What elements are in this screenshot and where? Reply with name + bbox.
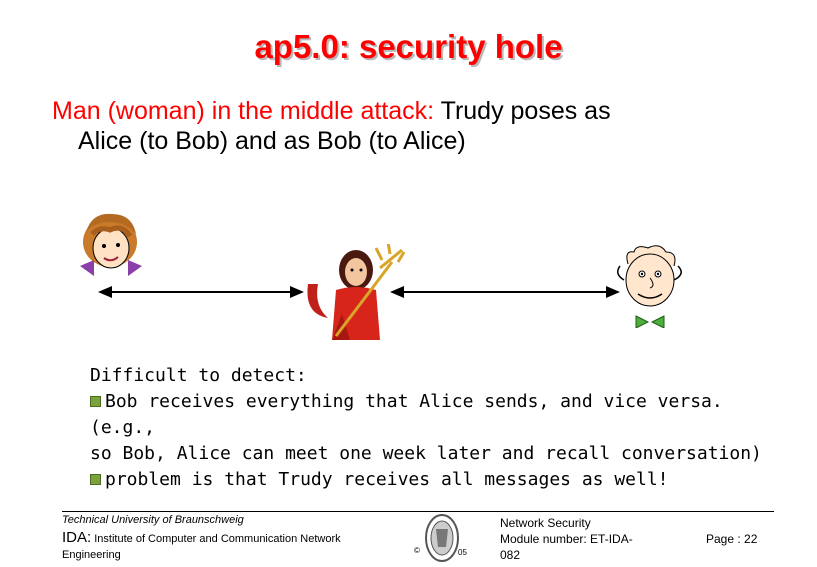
slide-title: ap5.0: security hole: [254, 28, 563, 65]
footer-course: Network Security Module number: ET-IDA- 082: [500, 516, 633, 562]
intro-highlight: Man (woman) in the middle attack:: [52, 97, 435, 125]
note-heading: Difficult to detect:: [90, 365, 307, 386]
footer-ida: IDA: Institute of Computer and Communication Network: [62, 529, 341, 546]
arrowhead-right-icon: [606, 284, 620, 300]
arrowhead-left-icon: [98, 284, 112, 300]
note-bullet-2: problem is that Trudy receives all messages as well!: [90, 467, 790, 493]
page-number: Page : 22: [706, 532, 758, 546]
seal-icon: [424, 513, 460, 563]
bullet-icon: [90, 474, 101, 485]
alice-trudy-arrow: [102, 291, 300, 293]
intro-rest: Trudy poses as: [434, 97, 611, 125]
trudy-bob-arrow: [394, 291, 616, 293]
copyright-symbol: ©: [414, 546, 420, 555]
footer-engineering: Engineering: [62, 549, 121, 561]
footer-university: Technical University of Braunschweig: [62, 514, 244, 526]
bullet-icon: [90, 396, 101, 407]
footer-rule: [62, 511, 774, 512]
note-bullet-1: Bob receives everything that Alice sends, and vice versa. (e.g.,: [90, 391, 723, 438]
arrowhead-left-icon: [390, 284, 404, 300]
footer-year: 05: [458, 548, 467, 557]
bob-icon: [608, 244, 688, 328]
intro-line2: Alice (to Bob) and as Bob (to Alice): [78, 127, 466, 155]
intro-text: [52, 96, 752, 156]
note-box: [90, 363, 790, 493]
alice-icon: [80, 210, 142, 282]
note-bullet-1-cont: so Bob, Alice can meet one week later and recall conversation): [90, 443, 762, 464]
arrowhead-right-icon: [290, 284, 304, 300]
